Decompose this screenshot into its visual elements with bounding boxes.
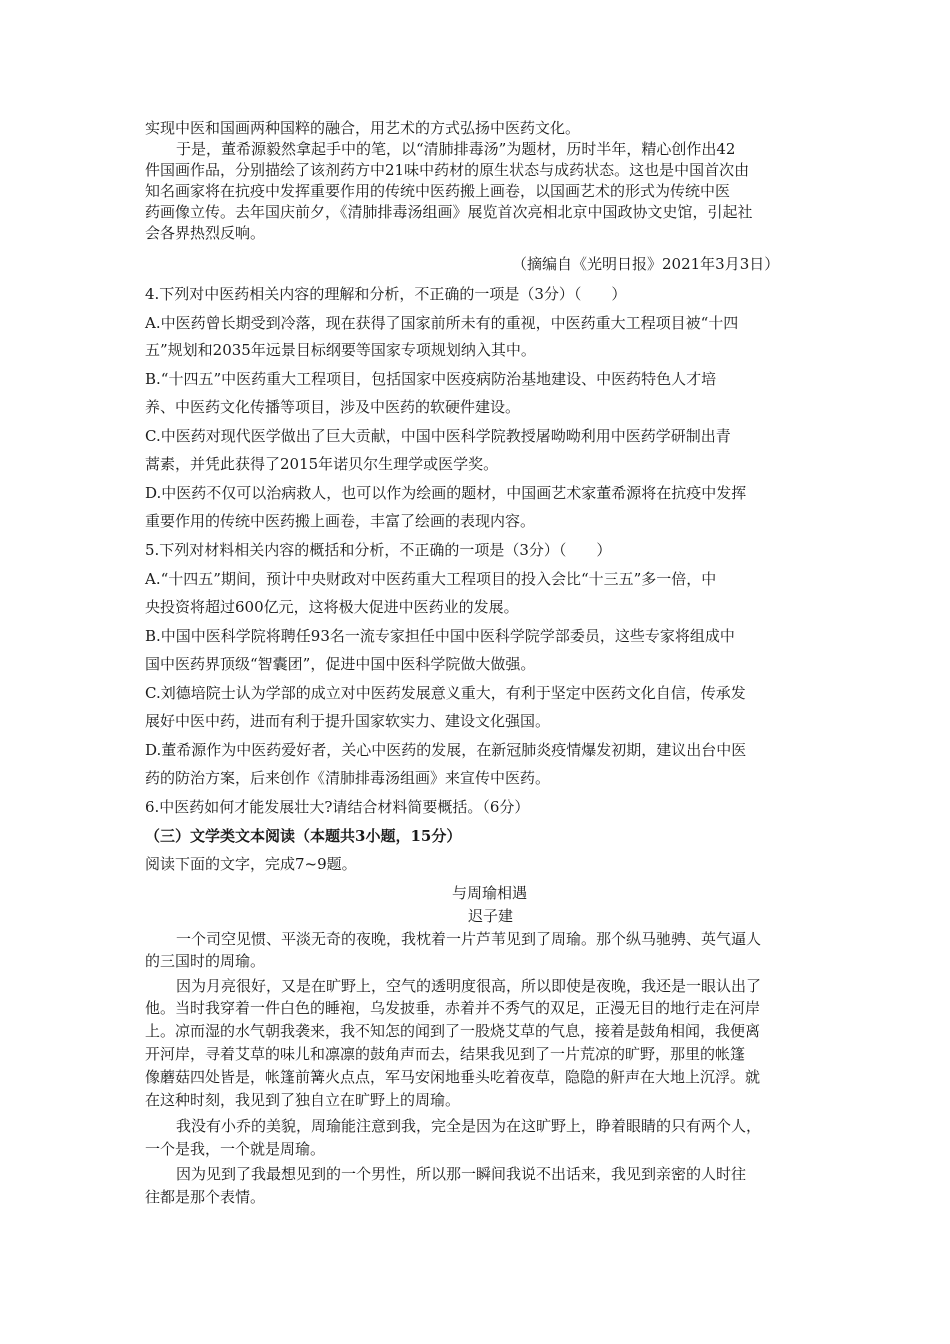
question-4-option-c: C.中医药对现代医学做出了巨大贡献，中国中医科学院教授屠呦呦利用中医药学研制出青 — [145, 427, 731, 445]
question-4-option-c-cont: 蒿素，并凭此获得了2015年诺贝尔生理学或医学奖。 — [145, 455, 499, 473]
story-title: 与周瑜相遇 — [452, 884, 528, 902]
story-line: 开河岸，寻着艾草的味儿和凛凛的鼓角声而去，结果我见到了一片荒凉的旷野，那里的帐篷 — [145, 1045, 746, 1063]
question-5-option-b: B.中国中医科学院将聘任93名一流专家担任中国中医科学院学部委员，这些专家将组成中 — [145, 627, 735, 645]
question-5-option-d-cont: 药的防治方案，后来创作《清肺排毒汤组画》来宣传中医药。 — [145, 769, 551, 787]
story-line: 往都是那个表情。 — [145, 1188, 266, 1206]
story-line: 的三国时的周瑜。 — [145, 952, 266, 970]
story-line: 上。凉而湿的水气朝我袭来，我不知怎的闻到了一股烧艾草的气息，接着是鼓角相闻，我便离 — [145, 1022, 761, 1040]
question-4-option-b-cont: 养、中医药文化传播等项目，涉及中医药的软硬件建设。 — [145, 398, 521, 416]
passage-line: 知名画家将在抗疫中发挥重要作用的传统中医药搬上画卷，以国画艺术的形式为传统中医 — [145, 182, 731, 200]
question-5-option-c: C.刘德培院士认为学部的成立对中医药发展意义重大，有利于坚定中医药文化自信，传承发 — [145, 684, 746, 702]
story-line: 一个是我，一个就是周瑜。 — [145, 1140, 326, 1158]
question-5-option-c-cont: 展好中医中药，进而有利于提升国家软实力、建设文化强国。 — [145, 712, 551, 730]
question-5-option-a: A.“十四五”期间，预计中央财政对中医药重大工程项目的投入会比“十三五”多一倍，中 — [145, 570, 717, 588]
passage-line: 件国画作品，分别描绘了该剂药方中21味中药材的原生状态与成药状态。这也是中国首次由 — [145, 161, 750, 179]
question-5-option-b-cont: 国中医药界顶级“智囊团”，促进中国中医科学院做大做强。 — [145, 655, 536, 673]
story-author: 迟子建 — [468, 907, 514, 925]
reading-instruction: 阅读下面的文字，完成7~9题。 — [145, 855, 357, 873]
passage-line: 实现中医和国画两种国粹的融合，用艺术的方式弘扬中医药文化。 — [145, 119, 581, 137]
story-line: 在这种时刻，我见到了独自立在旷野上的周瑜。 — [145, 1091, 461, 1109]
question-4-option-b: B.“十四五”中医药重大工程项目，包括国家中医疫病防治基地建设、中医药特色人才培 — [145, 370, 717, 388]
story-line: 因为月亮很好，又是在旷野上，空气的透明度很高，所以即使是夜晚，我还是一眼认出了 — [176, 977, 762, 995]
question-5-option-a-cont: 央投资将超过600亿元，这将极大促进中医药业的发展。 — [145, 598, 519, 616]
story-line: 一个司空见惯、平淡无奇的夜晚，我枕着一片芦苇见到了周瑜。那个纵马驰骋、英气逼人 — [176, 930, 762, 948]
story-line: 我没有小乔的美貌，周瑜能注意到我，完全是因为在这旷野上，睁着眼睛的只有两个人， — [176, 1117, 762, 1135]
story-line: 他。当时我穿着一件白色的睡袍，乌发披垂，赤着并不秀气的双足，正漫无目的地行走在河岸 — [145, 999, 761, 1017]
question-4-option-a-cont: 五”规划和2035年远景目标纲要等国家专项规划纳入其中。 — [145, 341, 536, 359]
passage-line: 于是，董希源毅然拿起手中的笔，以“清肺排毒汤”为题材，历时半年，精心创作出42 — [176, 140, 736, 158]
question-4-option-a: A.中医药曾长期受到冷落，现在获得了国家前所未有的重视，中医药重大工程项目被“十四 — [145, 314, 739, 332]
passage-line: 药画像立传。去年国庆前夕，《清肺排毒汤组画》展览首次亮相北京中国政协文史馆，引起社 — [145, 203, 753, 221]
question-5-option-d: D.董希源作为中医药爱好者，关心中医药的发展，在新冠肺炎疫情爆发初期，建议出台中医 — [145, 741, 747, 759]
story-line: 因为见到了我最想见到的一个男性，所以那一瞬间我说不出话来，我见到亲密的人时往 — [176, 1165, 747, 1183]
passage-line: 会各界热烈反响。 — [145, 224, 266, 242]
question-6-stem: 6.中医药如何才能发展壮大?请结合材料简要概括。（6分） — [145, 798, 530, 816]
section-heading: （三）文学类文本阅读（本题共3小题，15分） — [145, 827, 462, 845]
question-4-option-d-cont: 重要作用的传统中医药搬上画卷，丰富了绘画的表现内容。 — [145, 512, 536, 530]
question-5-stem: 5.下列对材料相关内容的概括和分析，不正确的一项是（3分）（ ） — [145, 541, 612, 559]
question-4-option-d: D.中医药不仅可以治病救人，也可以作为绘画的题材，中国画艺术家董希源将在抗疫中发挥 — [145, 484, 747, 502]
question-4-stem: 4.下列对中医药相关内容的理解和分析，不正确的一项是（3分）（ ） — [145, 285, 627, 303]
source-citation: （摘编自《光明日报》2021年3月3日） — [512, 255, 780, 273]
story-line: 像蘑菇四处皆是，帐篷前篝火点点，军马安闲地垂头吃着夜草，隐隐的鼾声在大地上沉浮。就 — [145, 1068, 761, 1086]
